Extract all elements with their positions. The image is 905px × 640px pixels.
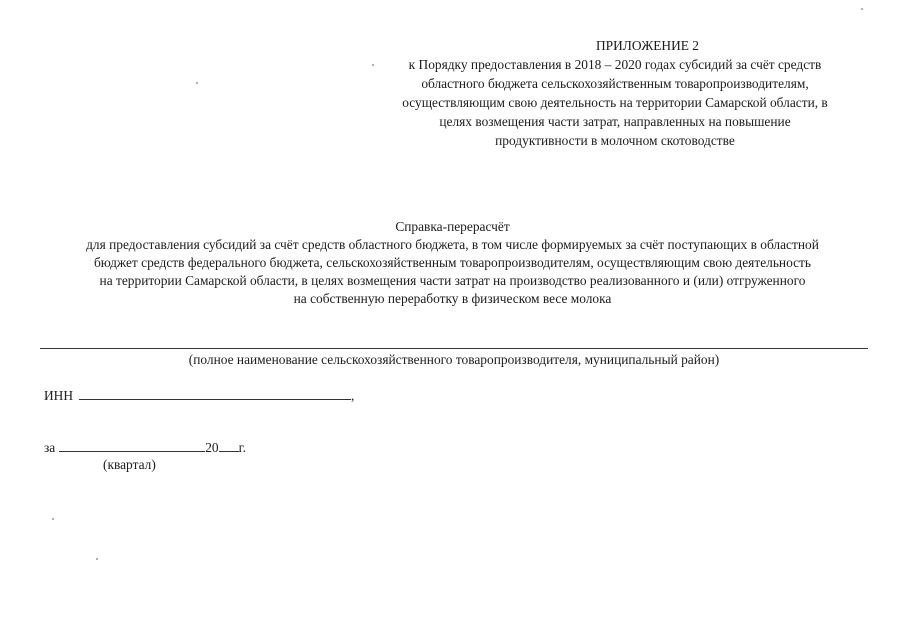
appendix-line: к Порядку предоставления в 2018 – 2020 годах субсидий за счёт средств — [408, 57, 822, 72]
year-suffix: г. — [238, 440, 246, 455]
inn-suffix: , — [351, 388, 355, 403]
document-title-block — [20, 218, 885, 308]
quarter-field[interactable] — [59, 438, 205, 452]
document-subtitle-line: для предоставления субсидий за счёт средств областного бюджета, в том числе формируемых за счёт поступающих в областной — [86, 237, 819, 252]
document-subtitle-line: на собственную переработку в физическом весе молока — [293, 291, 612, 306]
period-prefix: за — [44, 440, 56, 455]
inn-field[interactable] — [79, 386, 351, 400]
document-subtitle-line: на территории Самарской области, в целях возмещения части затрат на производство реализованного и (или) отгруженного — [99, 273, 806, 288]
document-title: Справка-перерасчёт — [395, 219, 510, 234]
scan-speck — [96, 558, 98, 560]
scan-speck — [372, 64, 374, 66]
quarter-caption: (квартал) — [103, 457, 156, 472]
year-prefix: 20 — [205, 440, 219, 455]
year-field[interactable] — [219, 438, 239, 452]
appendix-line: продуктивности в молочном скотоводстве — [495, 133, 735, 148]
inn-row — [44, 386, 354, 405]
appendix-line: областного бюджета сельскохозяйственным товаропроизводителям, — [421, 76, 809, 91]
document-subtitle-line: бюджет средств федерального бюджета, сельскохозяйственным товаропроизводителям, осуществляющим свою деятельность — [93, 255, 812, 270]
period-row — [44, 438, 246, 457]
scan-speck — [52, 518, 54, 520]
appendix-line: осуществляющим свою деятельность на территории Самарской области, в — [402, 95, 828, 110]
appendix-heading: ПРИЛОЖЕНИЕ 2 — [596, 38, 699, 53]
producer-name-caption: (полное наименование сельскохозяйственного товаропроизводителя, муниципальный район) — [188, 352, 720, 367]
appendix-line: целях возмещения части затрат, направленных на повышение — [439, 114, 791, 129]
producer-name-field[interactable] — [40, 348, 868, 349]
inn-label: ИНН — [44, 388, 74, 403]
appendix-block — [350, 36, 880, 150]
scan-speck — [196, 82, 198, 84]
scan-speck — [861, 8, 863, 10]
